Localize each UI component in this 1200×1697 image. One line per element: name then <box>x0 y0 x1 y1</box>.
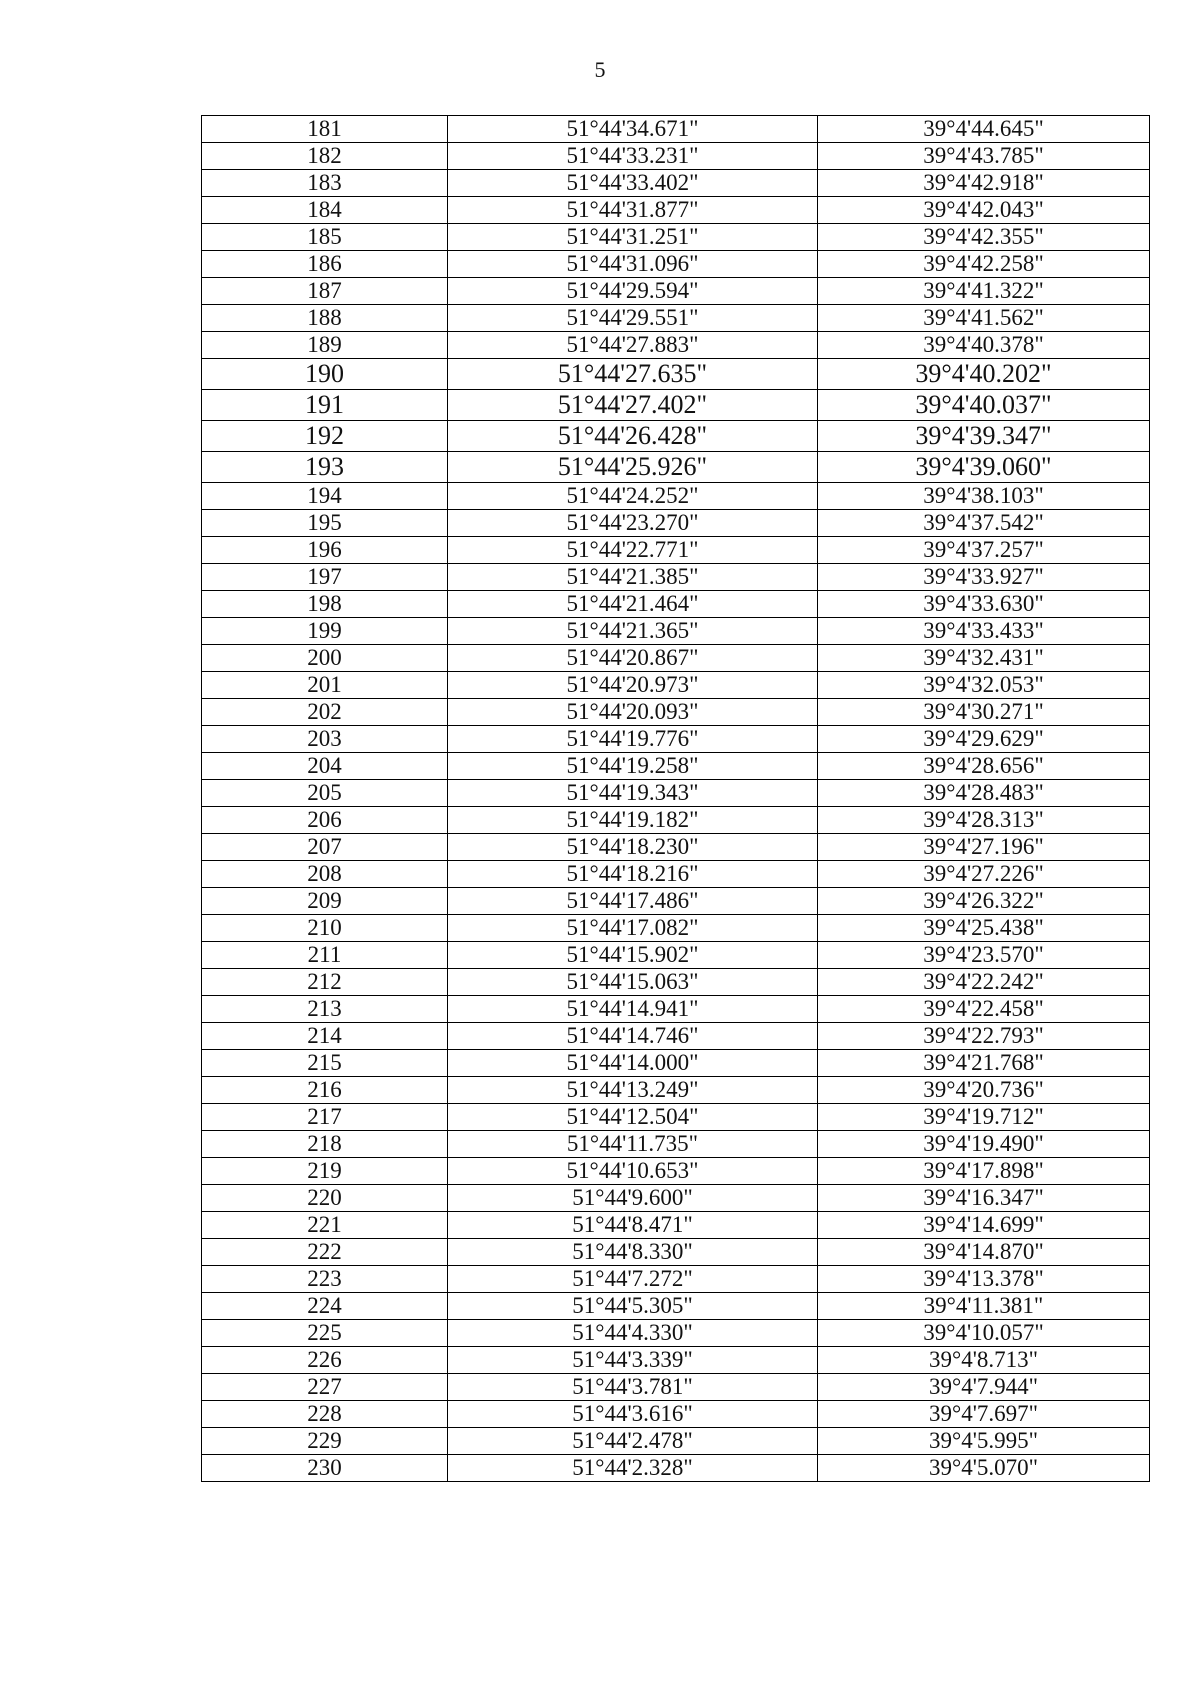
latitude-cell: 51°44'27.635" <box>448 359 818 390</box>
latitude-cell: 51°44'14.746" <box>448 1023 818 1050</box>
point-number-cell: 197 <box>202 564 448 591</box>
longitude-cell: 39°4'29.629" <box>818 726 1150 753</box>
table-row <box>202 807 1150 834</box>
table-row <box>202 170 1150 197</box>
table-row <box>202 1293 1150 1320</box>
latitude-cell: 51°44'8.471" <box>448 1212 818 1239</box>
longitude-cell: 39°4'39.347" <box>818 421 1150 452</box>
longitude-cell: 39°4'33.433" <box>818 618 1150 645</box>
longitude-cell: 39°4'19.490" <box>818 1131 1150 1158</box>
point-number-cell: 217 <box>202 1104 448 1131</box>
point-number-cell: 193 <box>202 452 448 483</box>
table-row <box>202 1077 1150 1104</box>
longitude-cell: 39°4'16.347" <box>818 1185 1150 1212</box>
longitude-cell: 39°4'22.242" <box>818 969 1150 996</box>
longitude-cell: 39°4'42.918" <box>818 170 1150 197</box>
longitude-cell: 39°4'41.562" <box>818 305 1150 332</box>
longitude-cell: 39°4'26.322" <box>818 888 1150 915</box>
latitude-cell: 51°44'8.330" <box>448 1239 818 1266</box>
latitude-cell: 51°44'33.402" <box>448 170 818 197</box>
longitude-cell: 39°4'10.057" <box>818 1320 1150 1347</box>
latitude-cell: 51°44'3.339" <box>448 1347 818 1374</box>
point-number-cell: 181 <box>202 116 448 143</box>
latitude-cell: 51°44'20.973" <box>448 672 818 699</box>
longitude-cell: 39°4'14.699" <box>818 1212 1150 1239</box>
point-number-cell: 213 <box>202 996 448 1023</box>
longitude-cell: 39°4'5.070" <box>818 1455 1150 1482</box>
latitude-cell: 51°44'4.330" <box>448 1320 818 1347</box>
point-number-cell: 223 <box>202 1266 448 1293</box>
point-number-cell: 183 <box>202 170 448 197</box>
table-row <box>202 888 1150 915</box>
point-number-cell: 218 <box>202 1131 448 1158</box>
table-row <box>202 1374 1150 1401</box>
table-row <box>202 564 1150 591</box>
point-number-cell: 204 <box>202 753 448 780</box>
longitude-cell: 39°4'43.785" <box>818 143 1150 170</box>
longitude-cell: 39°4'37.257" <box>818 537 1150 564</box>
longitude-cell: 39°4'7.697" <box>818 1401 1150 1428</box>
latitude-cell: 51°44'31.877" <box>448 197 818 224</box>
table-row <box>202 942 1150 969</box>
longitude-cell: 39°4'14.870" <box>818 1239 1150 1266</box>
table-row <box>202 1104 1150 1131</box>
longitude-cell: 39°4'28.656" <box>818 753 1150 780</box>
longitude-cell: 39°4'28.313" <box>818 807 1150 834</box>
latitude-cell: 51°44'20.867" <box>448 645 818 672</box>
table-row <box>202 1347 1150 1374</box>
latitude-cell: 51°44'3.616" <box>448 1401 818 1428</box>
point-number-cell: 227 <box>202 1374 448 1401</box>
longitude-cell: 39°4'8.713" <box>818 1347 1150 1374</box>
latitude-cell: 51°44'18.230" <box>448 834 818 861</box>
latitude-cell: 51°44'19.343" <box>448 780 818 807</box>
table-row <box>202 1185 1150 1212</box>
longitude-cell: 39°4'42.043" <box>818 197 1150 224</box>
table-row <box>202 359 1150 390</box>
point-number-cell: 229 <box>202 1428 448 1455</box>
point-number-cell: 224 <box>202 1293 448 1320</box>
point-number-cell: 209 <box>202 888 448 915</box>
point-number-cell: 214 <box>202 1023 448 1050</box>
point-number-cell: 220 <box>202 1185 448 1212</box>
table-row <box>202 305 1150 332</box>
table-row <box>202 1266 1150 1293</box>
point-number-cell: 198 <box>202 591 448 618</box>
table-row <box>202 251 1150 278</box>
latitude-cell: 51°44'10.653" <box>448 1158 818 1185</box>
latitude-cell: 51°44'27.402" <box>448 390 818 421</box>
table-row <box>202 726 1150 753</box>
latitude-cell: 51°44'26.428" <box>448 421 818 452</box>
table-row <box>202 537 1150 564</box>
latitude-cell: 51°44'21.385" <box>448 564 818 591</box>
table-row <box>202 591 1150 618</box>
longitude-cell: 39°4'30.271" <box>818 699 1150 726</box>
point-number-cell: 212 <box>202 969 448 996</box>
coordinates-table <box>201 115 1150 1482</box>
table-row <box>202 915 1150 942</box>
latitude-cell: 51°44'9.600" <box>448 1185 818 1212</box>
latitude-cell: 51°44'27.883" <box>448 332 818 359</box>
longitude-cell: 39°4'28.483" <box>818 780 1150 807</box>
point-number-cell: 190 <box>202 359 448 390</box>
latitude-cell: 51°44'21.464" <box>448 591 818 618</box>
longitude-cell: 39°4'42.355" <box>818 224 1150 251</box>
longitude-cell: 39°4'38.103" <box>818 483 1150 510</box>
point-number-cell: 216 <box>202 1077 448 1104</box>
table-row <box>202 278 1150 305</box>
point-number-cell: 219 <box>202 1158 448 1185</box>
point-number-cell: 184 <box>202 197 448 224</box>
table-row <box>202 510 1150 537</box>
table-row <box>202 1212 1150 1239</box>
longitude-cell: 39°4'40.378" <box>818 332 1150 359</box>
longitude-cell: 39°4'22.793" <box>818 1023 1150 1050</box>
point-number-cell: 207 <box>202 834 448 861</box>
point-number-cell: 210 <box>202 915 448 942</box>
longitude-cell: 39°4'7.944" <box>818 1374 1150 1401</box>
table-row <box>202 996 1150 1023</box>
latitude-cell: 51°44'3.781" <box>448 1374 818 1401</box>
table-row <box>202 332 1150 359</box>
longitude-cell: 39°4'42.258" <box>818 251 1150 278</box>
table-row <box>202 1023 1150 1050</box>
table-row <box>202 483 1150 510</box>
table-row <box>202 1131 1150 1158</box>
table-row <box>202 969 1150 996</box>
table-row <box>202 618 1150 645</box>
table-row <box>202 116 1150 143</box>
table-row <box>202 699 1150 726</box>
longitude-cell: 39°4'20.736" <box>818 1077 1150 1104</box>
point-number-cell: 222 <box>202 1239 448 1266</box>
latitude-cell: 51°44'19.258" <box>448 753 818 780</box>
longitude-cell: 39°4'44.645" <box>818 116 1150 143</box>
point-number-cell: 186 <box>202 251 448 278</box>
point-number-cell: 189 <box>202 332 448 359</box>
longitude-cell: 39°4'25.438" <box>818 915 1150 942</box>
point-number-cell: 192 <box>202 421 448 452</box>
longitude-cell: 39°4'23.570" <box>818 942 1150 969</box>
table-row <box>202 143 1150 170</box>
latitude-cell: 51°44'11.735" <box>448 1131 818 1158</box>
point-number-cell: 185 <box>202 224 448 251</box>
longitude-cell: 39°4'27.226" <box>818 861 1150 888</box>
longitude-cell: 39°4'13.378" <box>818 1266 1150 1293</box>
table-row <box>202 197 1150 224</box>
table-row <box>202 1239 1150 1266</box>
point-number-cell: 195 <box>202 510 448 537</box>
table-row <box>202 1158 1150 1185</box>
table-row <box>202 421 1150 452</box>
latitude-cell: 51°44'23.270" <box>448 510 818 537</box>
point-number-cell: 200 <box>202 645 448 672</box>
latitude-cell: 51°44'15.063" <box>448 969 818 996</box>
latitude-cell: 51°44'21.365" <box>448 618 818 645</box>
longitude-cell: 39°4'5.995" <box>818 1428 1150 1455</box>
longitude-cell: 39°4'22.458" <box>818 996 1150 1023</box>
point-number-cell: 199 <box>202 618 448 645</box>
latitude-cell: 51°44'12.504" <box>448 1104 818 1131</box>
longitude-cell: 39°4'33.927" <box>818 564 1150 591</box>
latitude-cell: 51°44'31.096" <box>448 251 818 278</box>
latitude-cell: 51°44'29.594" <box>448 278 818 305</box>
latitude-cell: 51°44'20.093" <box>448 699 818 726</box>
longitude-cell: 39°4'21.768" <box>818 1050 1150 1077</box>
point-number-cell: 194 <box>202 483 448 510</box>
latitude-cell: 51°44'19.182" <box>448 807 818 834</box>
longitude-cell: 39°4'33.630" <box>818 591 1150 618</box>
point-number-cell: 182 <box>202 143 448 170</box>
latitude-cell: 51°44'29.551" <box>448 305 818 332</box>
point-number-cell: 191 <box>202 390 448 421</box>
longitude-cell: 39°4'19.712" <box>818 1104 1150 1131</box>
point-number-cell: 196 <box>202 537 448 564</box>
longitude-cell: 39°4'37.542" <box>818 510 1150 537</box>
latitude-cell: 51°44'17.082" <box>448 915 818 942</box>
point-number-cell: 206 <box>202 807 448 834</box>
point-number-cell: 226 <box>202 1347 448 1374</box>
point-number-cell: 188 <box>202 305 448 332</box>
longitude-cell: 39°4'39.060" <box>818 452 1150 483</box>
point-number-cell: 215 <box>202 1050 448 1077</box>
longitude-cell: 39°4'32.431" <box>818 645 1150 672</box>
table-row <box>202 224 1150 251</box>
table-row <box>202 861 1150 888</box>
point-number-cell: 201 <box>202 672 448 699</box>
latitude-cell: 51°44'7.272" <box>448 1266 818 1293</box>
latitude-cell: 51°44'14.000" <box>448 1050 818 1077</box>
table-row <box>202 1428 1150 1455</box>
point-number-cell: 208 <box>202 861 448 888</box>
table-row <box>202 645 1150 672</box>
table-row <box>202 1050 1150 1077</box>
page-number: 5 <box>594 57 606 82</box>
latitude-cell: 51°44'31.251" <box>448 224 818 251</box>
point-number-cell: 221 <box>202 1212 448 1239</box>
point-number-cell: 228 <box>202 1401 448 1428</box>
latitude-cell: 51°44'18.216" <box>448 861 818 888</box>
point-number-cell: 230 <box>202 1455 448 1482</box>
table-row <box>202 390 1150 421</box>
point-number-cell: 205 <box>202 780 448 807</box>
longitude-cell: 39°4'17.898" <box>818 1158 1150 1185</box>
latitude-cell: 51°44'22.771" <box>448 537 818 564</box>
longitude-cell: 39°4'27.196" <box>818 834 1150 861</box>
point-number-cell: 202 <box>202 699 448 726</box>
longitude-cell: 39°4'11.381" <box>818 1293 1150 1320</box>
latitude-cell: 51°44'13.249" <box>448 1077 818 1104</box>
latitude-cell: 51°44'33.231" <box>448 143 818 170</box>
table-row <box>202 1401 1150 1428</box>
latitude-cell: 51°44'17.486" <box>448 888 818 915</box>
latitude-cell: 51°44'24.252" <box>448 483 818 510</box>
latitude-cell: 51°44'2.478" <box>448 1428 818 1455</box>
latitude-cell: 51°44'34.671" <box>448 116 818 143</box>
table-row <box>202 834 1150 861</box>
longitude-cell: 39°4'40.037" <box>818 390 1150 421</box>
coordinates-table-body <box>202 116 1150 1482</box>
table-row <box>202 1320 1150 1347</box>
table-row <box>202 753 1150 780</box>
latitude-cell: 51°44'15.902" <box>448 942 818 969</box>
table-row <box>202 1455 1150 1482</box>
table-row <box>202 672 1150 699</box>
longitude-cell: 39°4'40.202" <box>818 359 1150 390</box>
latitude-cell: 51°44'25.926" <box>448 452 818 483</box>
longitude-cell: 39°4'41.322" <box>818 278 1150 305</box>
point-number-cell: 203 <box>202 726 448 753</box>
point-number-cell: 187 <box>202 278 448 305</box>
latitude-cell: 51°44'2.328" <box>448 1455 818 1482</box>
latitude-cell: 51°44'19.776" <box>448 726 818 753</box>
table-row <box>202 452 1150 483</box>
point-number-cell: 225 <box>202 1320 448 1347</box>
table-row <box>202 780 1150 807</box>
longitude-cell: 39°4'32.053" <box>818 672 1150 699</box>
point-number-cell: 211 <box>202 942 448 969</box>
latitude-cell: 51°44'14.941" <box>448 996 818 1023</box>
latitude-cell: 51°44'5.305" <box>448 1293 818 1320</box>
